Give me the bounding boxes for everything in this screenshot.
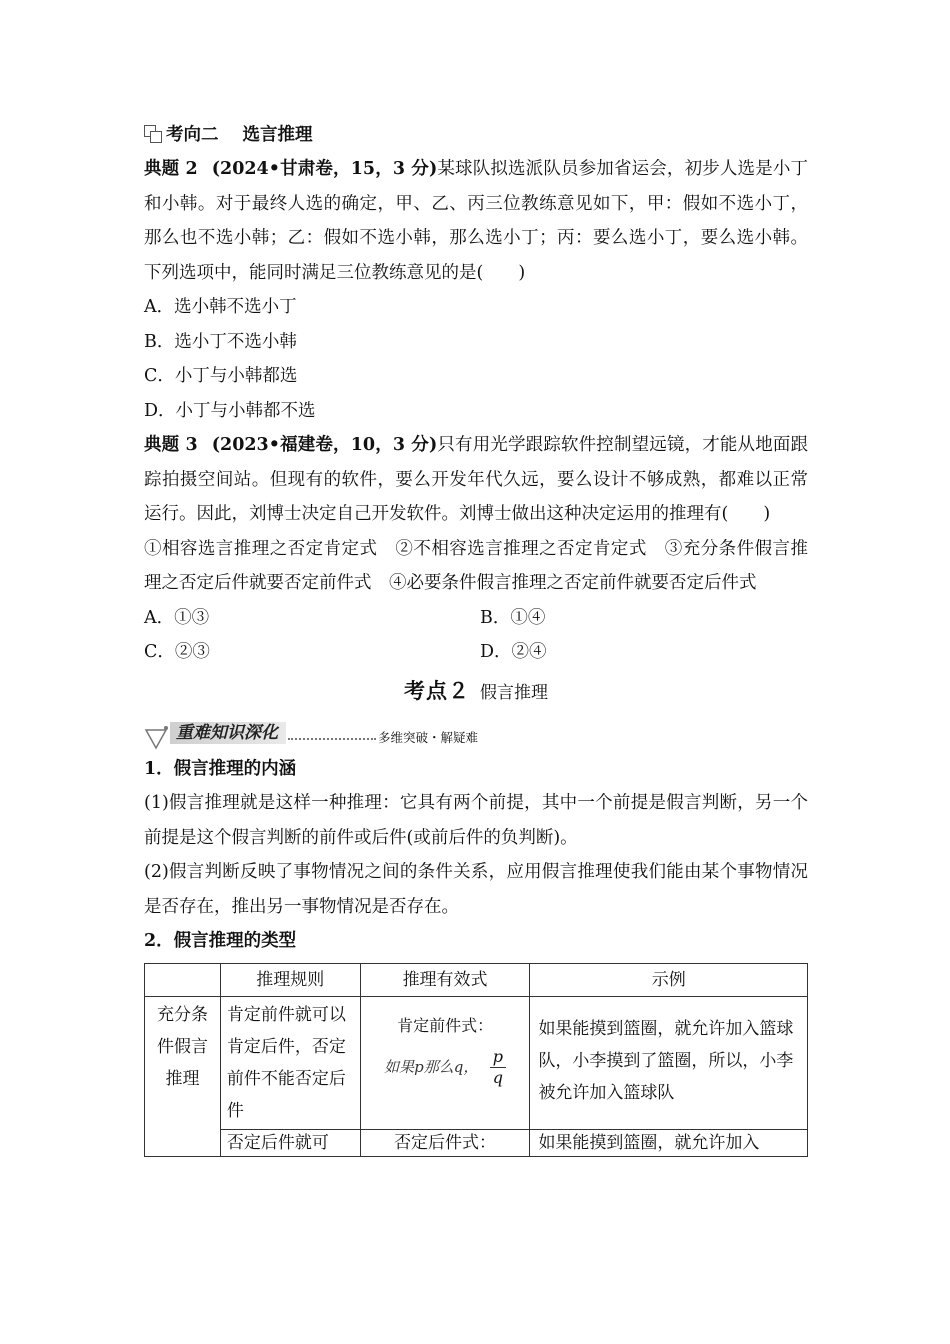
q3-stem: 只有用光学跟踪软件控制望远镜，才能从地面跟踪拍摄空间站。但现有的软件，要么开发年代久远，要么设计不够成熟，都难以正常运行。因此，刘博士决定自己开发软件。刘博士做出这种决定运用的推理有( ) bbox=[144, 435, 809, 524]
sec1-title: 1．假言推理的内涵 bbox=[144, 758, 297, 779]
fraction-denominator: q bbox=[492, 1067, 503, 1087]
direction-heading bbox=[144, 118, 808, 152]
q3-option-c: C．②③ bbox=[144, 642, 210, 662]
question-2 bbox=[144, 152, 808, 290]
question-3 bbox=[144, 428, 808, 532]
banner-dots bbox=[288, 738, 376, 740]
form-cell bbox=[360, 996, 530, 1129]
triangle-icon bbox=[144, 724, 170, 752]
q3-statements: ①相容选言推理之否定肯定式 ②不相容选言推理之否定肯定式 ③充分条件假言推理之否定后件就要否定前件式 ④必要条件假言推理之否定前件就要否定后件式 bbox=[144, 538, 808, 593]
q2-stem: 某球队拟选派队员参加省运会，初步人选是小丁和小韩。对于最终人选的确定，甲、乙、丙三位教练意见如下，甲：假如不选小丁，那么也不选小韩；乙：假如不选小韩，那么选小丁；丙：要么选小丁，要么选小韩。下列选项中，能同时满足三位教练意见的是( ) bbox=[144, 159, 809, 283]
table-row bbox=[145, 996, 808, 1129]
q3-option-b: B．①④ bbox=[480, 607, 546, 628]
formula bbox=[367, 1047, 524, 1088]
type-cell: 充分条件假言推理 bbox=[145, 996, 221, 1156]
q3-options bbox=[144, 601, 808, 670]
q3-label: 典题 3 bbox=[144, 435, 198, 455]
q2-source: (2024•甘肃卷，15，3 分) bbox=[211, 159, 438, 179]
types-table bbox=[144, 963, 808, 1157]
sec1-p1: (1)假言推理就是这样一种推理：它具有两个前提，其中一个前提是假言判断，另一个前提是这个假言判断的前件或后件(或前后件的负判断)。 bbox=[144, 793, 808, 848]
sec1-p2: (2)假言判断反映了事物情况之间的条件关系，应用假言推理使我们能由某个事物情况是否存在，推出另一事物情况是否存在。 bbox=[144, 862, 808, 917]
table-row bbox=[145, 1129, 808, 1156]
rule-cell: 否定后件就可 bbox=[220, 1129, 360, 1156]
q2-option-a: A．选小韩不选小丁 bbox=[144, 297, 297, 317]
q3-option-a: A．①③ bbox=[144, 607, 210, 628]
form-label: 肯定前件式： bbox=[397, 1015, 494, 1035]
q2-option-b: B．选小丁不选小韩 bbox=[144, 331, 297, 352]
table-header-row bbox=[145, 963, 808, 996]
q3-option-d: D．②④ bbox=[480, 642, 547, 662]
banner-title: 重难知识深化 bbox=[170, 722, 286, 744]
example-cell: 如果能摸到篮圈，就允许加入篮球队，小李摸到了篮圈，所以，小李被允许加入篮球队 bbox=[530, 996, 808, 1129]
q2-option-d: D．小丁与小韩都不选 bbox=[144, 400, 316, 421]
sec2-title: 2．假言推理的类型 bbox=[144, 931, 297, 951]
example-cell: 如果能摸到篮圈，就允许加入 bbox=[530, 1129, 808, 1156]
fraction-numerator: p bbox=[490, 1047, 506, 1068]
formula-text: 如果p那么q， bbox=[384, 1057, 479, 1076]
table-header: 示例 bbox=[530, 963, 808, 996]
kaodian-title bbox=[144, 670, 808, 712]
kaodian-subtitle: 假言推理 bbox=[480, 682, 548, 703]
q2-label: 典题 2 bbox=[144, 159, 198, 179]
q2-option-c: C．小丁与小韩都选 bbox=[144, 366, 298, 386]
direction-label: 考向二 bbox=[166, 125, 219, 145]
q3-source: (2023•福建卷，10，3 分) bbox=[211, 435, 438, 455]
section-icon bbox=[144, 125, 164, 145]
form-cell: 否定后件式： bbox=[360, 1129, 530, 1156]
table-header: 推理规则 bbox=[220, 963, 360, 996]
banner-tag: 多维突破・解疑难 bbox=[378, 729, 479, 745]
table-header bbox=[145, 963, 221, 996]
page bbox=[144, 118, 808, 1157]
direction-title: 选言推理 bbox=[242, 125, 313, 145]
kaodian-number: 考点２ bbox=[404, 678, 470, 703]
rule-cell: 肯定前件就可以肯定后件，否定前件不能否定后件 bbox=[220, 996, 360, 1129]
table-header: 推理有效式 bbox=[360, 963, 530, 996]
knowledge-banner bbox=[144, 712, 808, 752]
fraction bbox=[490, 1047, 506, 1088]
